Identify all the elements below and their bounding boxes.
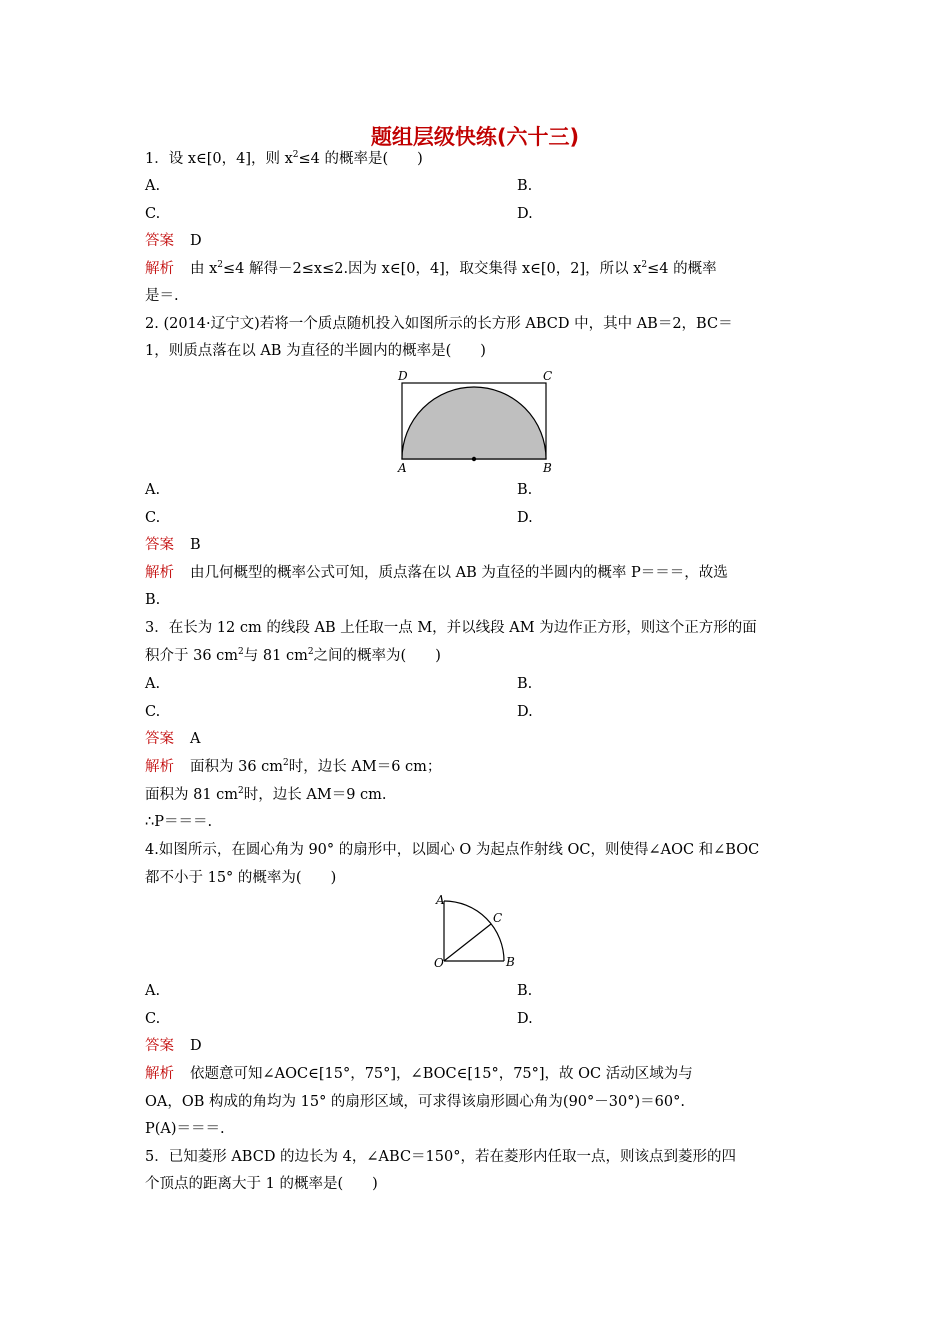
q3-option-d: D. xyxy=(517,704,533,720)
q2-analysis-cont: B. xyxy=(145,592,161,608)
q4-analysis: 解析 依题意可知∠AOC∈[15°，75°]，∠BOC∈[15°，75°]，故 OC 活动区域为与 xyxy=(145,1066,693,1082)
q2-answer: 答案 B xyxy=(145,537,201,553)
q2-option-b: B. xyxy=(517,482,533,498)
q2-analysis: 解析 由几何概型的概率公式可知，质点落在以 AB 为直径的半圆内的概率 P＝＝＝，故选 xyxy=(145,565,728,581)
q1-answer: 答案 D xyxy=(145,233,202,249)
q3-analysis: 解析 面积为 36 $cm^2$时，边长 AM＝6 cm； xyxy=(145,758,442,775)
q4-answer: 答案 D xyxy=(145,1038,202,1054)
q1-option-b: B. xyxy=(517,178,533,194)
q3-option-b: B. xyxy=(517,676,533,692)
label-c: C xyxy=(543,369,553,383)
label-d: D xyxy=(398,369,408,383)
q1-analysis-cont: 是＝. xyxy=(145,288,179,304)
label-a: A xyxy=(398,461,407,475)
question-2-line1: 2. (2014·辽宁文)若将一个质点随机投入如图所示的长方形 ABCD 中，其中 AB＝2，BC＝ xyxy=(145,316,733,332)
q4-option-c: C. xyxy=(145,1011,161,1027)
q2-option-a: A. xyxy=(145,482,161,498)
q4-option-d: D. xyxy=(517,1011,533,1027)
label-c: C xyxy=(493,911,503,925)
q1-analysis: 解析 由 $x^2\le 4$ 解得－2≤x≤2.因为 x∈[0，4]，取交集得 x∈[0，2]，所以 $x^2\le 4$ 的概率 xyxy=(145,260,717,277)
sector-figure xyxy=(430,891,522,971)
label-o: O xyxy=(434,956,444,970)
question-1: 1．设 x∈[0，4]，则 $x^2\le 4$ 的概率是( ) xyxy=(145,150,423,167)
q1-option-d: D. xyxy=(517,206,533,222)
q3-option-c: C. xyxy=(145,704,161,720)
q3-analysis-line2: 面积为 81 $cm^2$时，边长 AM＝9 cm. xyxy=(145,786,387,803)
q3-option-a: A. xyxy=(145,676,161,692)
q3-analysis-line3: ∴P＝＝＝. xyxy=(145,814,213,830)
q4-option-a: A. xyxy=(145,983,161,999)
question-5-line2: 个顶点的距离大于 1 的概率是( ) xyxy=(145,1176,378,1192)
q4-analysis-line2: OA，OB 构成的角均为 15° 的扇形区域，可求得该扇形圆心角为(90°－30°)＝60°. xyxy=(145,1094,685,1110)
semicircle-rectangle-figure xyxy=(393,366,559,476)
q1-option-a: A. xyxy=(145,178,161,194)
question-4-line2: 都不小于 15° 的概率为( ) xyxy=(145,870,337,886)
page-title: 题组层级快练(六十三) xyxy=(370,125,580,149)
question-3-line1: 3．在长为 12 cm 的线段 AB 上任取一点 M，并以线段 AM 为边作正方形，则这个正方形的面 xyxy=(145,620,757,636)
question-2-line2: 1，则质点落在以 AB 为直径的半圆内的概率是( ) xyxy=(145,343,486,359)
q2-option-c: C. xyxy=(145,510,161,526)
label-a: A xyxy=(436,893,445,907)
label-b: B xyxy=(543,461,552,475)
q2-option-d: D. xyxy=(517,510,533,526)
q4-analysis-line3: P(A)＝＝＝. xyxy=(145,1121,225,1137)
label-b: B xyxy=(506,955,515,969)
q1-option-c: C. xyxy=(145,206,161,222)
q3-answer: 答案 A xyxy=(145,731,201,747)
q4-option-b: B. xyxy=(517,983,533,999)
question-4-line1: 4.如图所示，在圆心角为 90° 的扇形中，以圆心 O 为起点作射线 OC，则使得∠AOC 和∠BOC xyxy=(145,842,760,858)
question-3-line2: 积介于 36 $cm^2$与 81 $cm^2$之间的概率为( ) xyxy=(145,647,441,664)
question-5-line1: 5．已知菱形 ABCD 的边长为 4，∠ABC＝150°，若在菱形内任取一点，则该点到菱形的四 xyxy=(145,1149,736,1165)
